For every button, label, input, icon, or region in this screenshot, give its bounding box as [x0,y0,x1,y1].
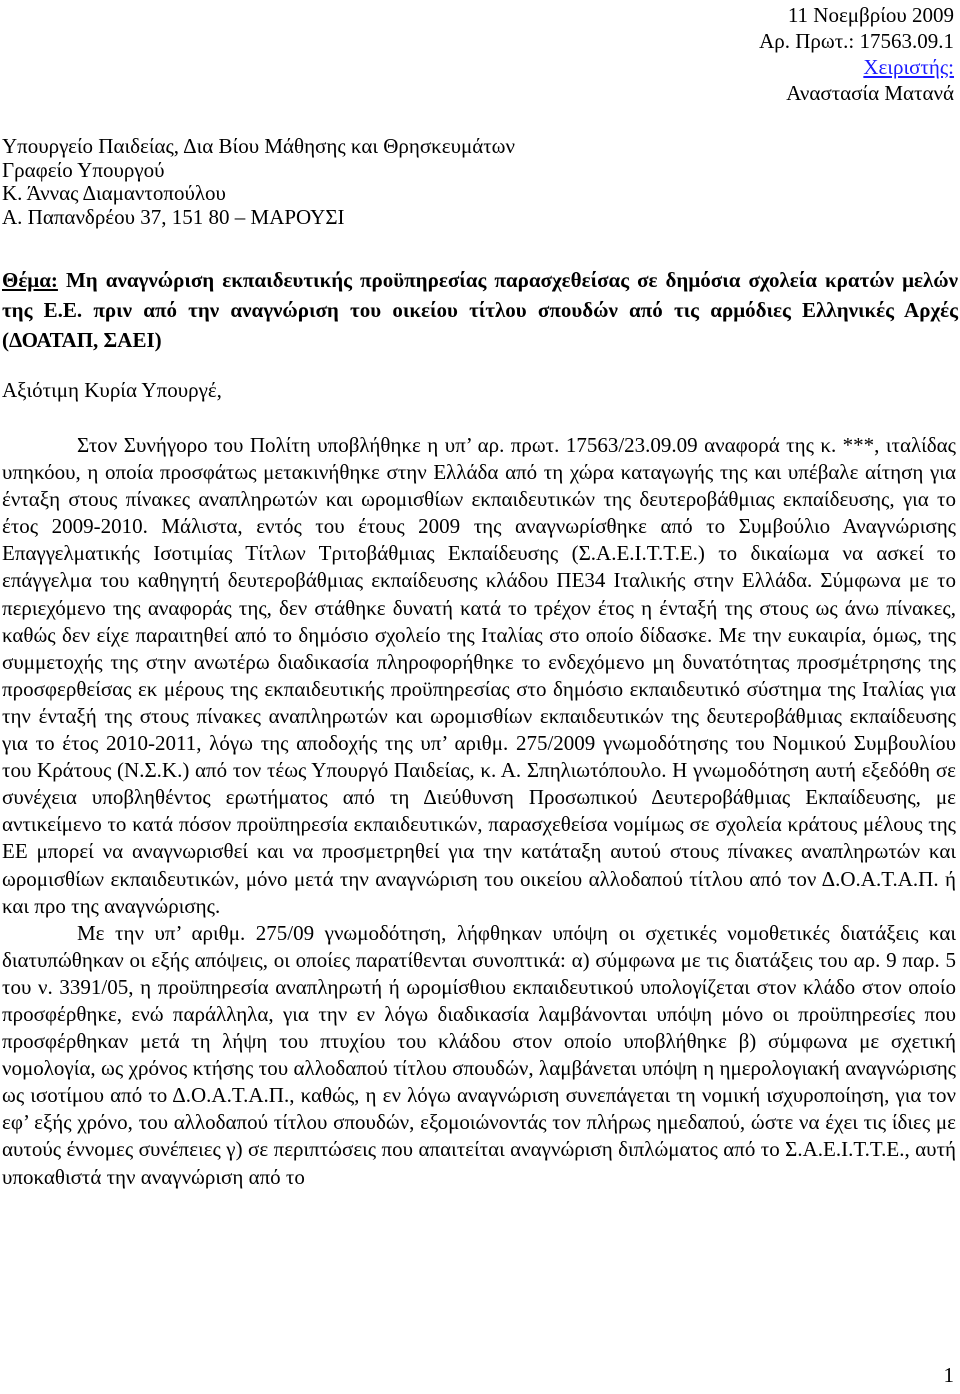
salutation: Αξιότιμη Κυρία Υπουργέ, [2,378,222,402]
recipient-ministry: Υπουργείο Παιδείας, Δια Βίου Μάθησης και Θρησκευμάτων [2,134,515,158]
recipient-office: Γραφείο Υπουργού [2,157,165,182]
recipient-name: Κ. Άννας Διαμαντοπούλου [2,181,226,205]
recipient-street: Α. Παπανδρέου 37, 151 80 – ΜΑΡΟΥΣΙ [2,204,345,229]
body-paragraph-1: Στον Συνήγορο του Πολίτη υποβλήθηκε η υπ’ αρ. πρωτ. 17563/23.09.09 αναφορά της κ. ***, ιταλίδας υπηκόου, η οποία προσφάτως μετακινήθηκε στην Ελλάδα από τη χώρα καταγωγής της και υπέβαλε αίτηση για ένταξη στους πίνακες αναπληρωτών και ωρομισθίων εκπαιδευτικών της δευτεροβάθμιας εκπαίδευσης, για το έτος 2009-2010. Μάλιστα, εντός του έτους 2009 της αναγνωρίσθηκε από το Συμβούλιο Αναγνώρισης Επαγγελματικής Ισοτιμίας Τίτλων Τριτοβάθμιας Εκπαίδευσης (Σ.Α.Ε.Ι.Τ.Τ.Ε.) το δικαίωμα να ασκεί το επάγγελμα του καθηγητή δευτεροβάθμιας εκπαίδευσης κλάδου ΠΕ34 Ιταλικής στην Ελλάδα. Σύμφωνα με το περιεχόμενο της αναφοράς της, δεν στάθηκε δυνατή κατά το τρέχον έτος η ένταξή της στους ως άνω πίνακες, καθώς δεν είχε παραιτηθεί από το δημόσιο σχολείο της Ιταλίας στο οποίο δίδασκε. Με την ευκαιρία, όμως, της συμμετοχής της στην ανωτέρω διαδικασία πληροφορήθηκε το ενδεχόμενο μη δυνατότητας προσμέτρησης της προσφερθείσας εκ μέρους της εκπαιδευτικής προϋπηρεσίας στο δημόσιο εκπαιδευτικό σύστημα της Ιταλίας για την ένταξή της στους πίνακες αναπληρωτών και ωρομισθίων εκπαιδευτικών της δευτεροβάθμιας εκπαίδευσης για το έτος 2010-2011, λόγω της αποδοχής της υπ’ αριθμ. 275/2009 γνωμοδότησης του Νομικού Συμβουλίου του Κράτους (Ν.Σ.Κ.) από τον τέως Υπουργό Παιδείας, κ. Α. Σπηλιωτόπουλο. Η γνωμοδότηση αυτή εξεδόθη σε συνέχεια υποβληθέντος ερωτήματος από τη Διεύθυνση Προσωπικού Δευτεροβάθμιας Εκπαίδευσης, με αντικείμενο το κατά πόσον προϋπηρεσία εκπαιδευτικών, παρασχεθείσα νομίμως σε σχολεία κράτους μέλους της ΕΕ μπορεί να αναγνωρισθεί και να προσμετρηθεί για την κατάταξη αυτού στους πίνακες αναπληρωτών και ωρομισθίων εκπαιδευτικών, μόνο μετά την αναγνώριση του οικείου αλλοδαπού τίτλου από τον Δ.Ο.Α.Τ.Α.Π. ή και προ της αναγνώρισης. [2,433,956,918]
protocol-number: Αρ. Πρωτ.: 17563.09.1 [759,29,954,53]
subject-label: Θέμα: [2,268,58,292]
body-paragraph-2: Με την υπ’ αριθμ. 275/09 γνωμοδότηση, λήφθηκαν υπόψη οι σχετικές νομοθετικές διατάξεις και διατυπώθηκαν οι εξής απόψεις, οι οποίες παρατίθενται συνοπτικά: α) σύμφωνα με τις διατάξεις του αρ. 9 παρ. 5 του ν. 3391/05, η προϋπηρεσία αναπληρωτή ή ωρομίσθιου εκπαιδευτικού υπολογίζεται στον κλάδο στον οποίο προσφέρθηκε, ενώ παράλληλα, για την εν λόγω διαδικασία λαμβάνονται υπόψη μόνο οι προϋπηρεσίες που προσφέρθηκαν μετά τη λήψη του πτυχίου του κλάδου στον οποίο υποβλήθηκε β) σύμφωνα με σχετική νομολογία, ως χρόνος κτήσης του αλλοδαπού τίτλου σπουδών, λαμβάνεται υπόψη η ημερολογιακή αναγνώρισης ως ισοτίμου από το Δ.Ο.Α.Τ.Α.Π., καθώς, η εν λόγω αναγνώριση συνεπάγεται τη νομική ισχυροποίηση, για τον εφ’ εξής χρόνο, του αλλοδαπού τίτλου σπουδών, εξομοιώνοντάς τον πλήρως ημεδαπού, ώστε να έχει τις ίδιες με αυτούς έννομες συνέπειες γ) σε περιπτώσεις που απαιτείται αναγνώριση διπλώματος από το Σ.Α.Ε.Ι.Τ.Τ.Ε., αυτή υποκαθιστά την αναγνώριση από το [2,920,956,1189]
subject-text: Μη αναγνώριση εκπαιδευτικής προϋπηρεσίας παρασχεθείσας σε δημόσια σχολεία κρατών μελών της Ε.Ε. πριν από την αναγνώριση του οικείου τίτλου σπουδών από τις αρμόδιες Ελληνικές Αρχές (ΔΟΑΤΑΠ, ΣΑΕΙ) [2,268,958,352]
handler-label: Χειριστής: [863,55,954,79]
letter-header [759,2,954,106]
letter-date: 11 Νοεμβρίου 2009 [787,3,954,27]
recipient-address [2,135,515,229]
letter-body [2,432,956,1191]
subject-line [2,265,958,355]
handler-name: Αναστασία Ματανά [786,81,954,105]
page-number: 1 [943,1363,954,1387]
